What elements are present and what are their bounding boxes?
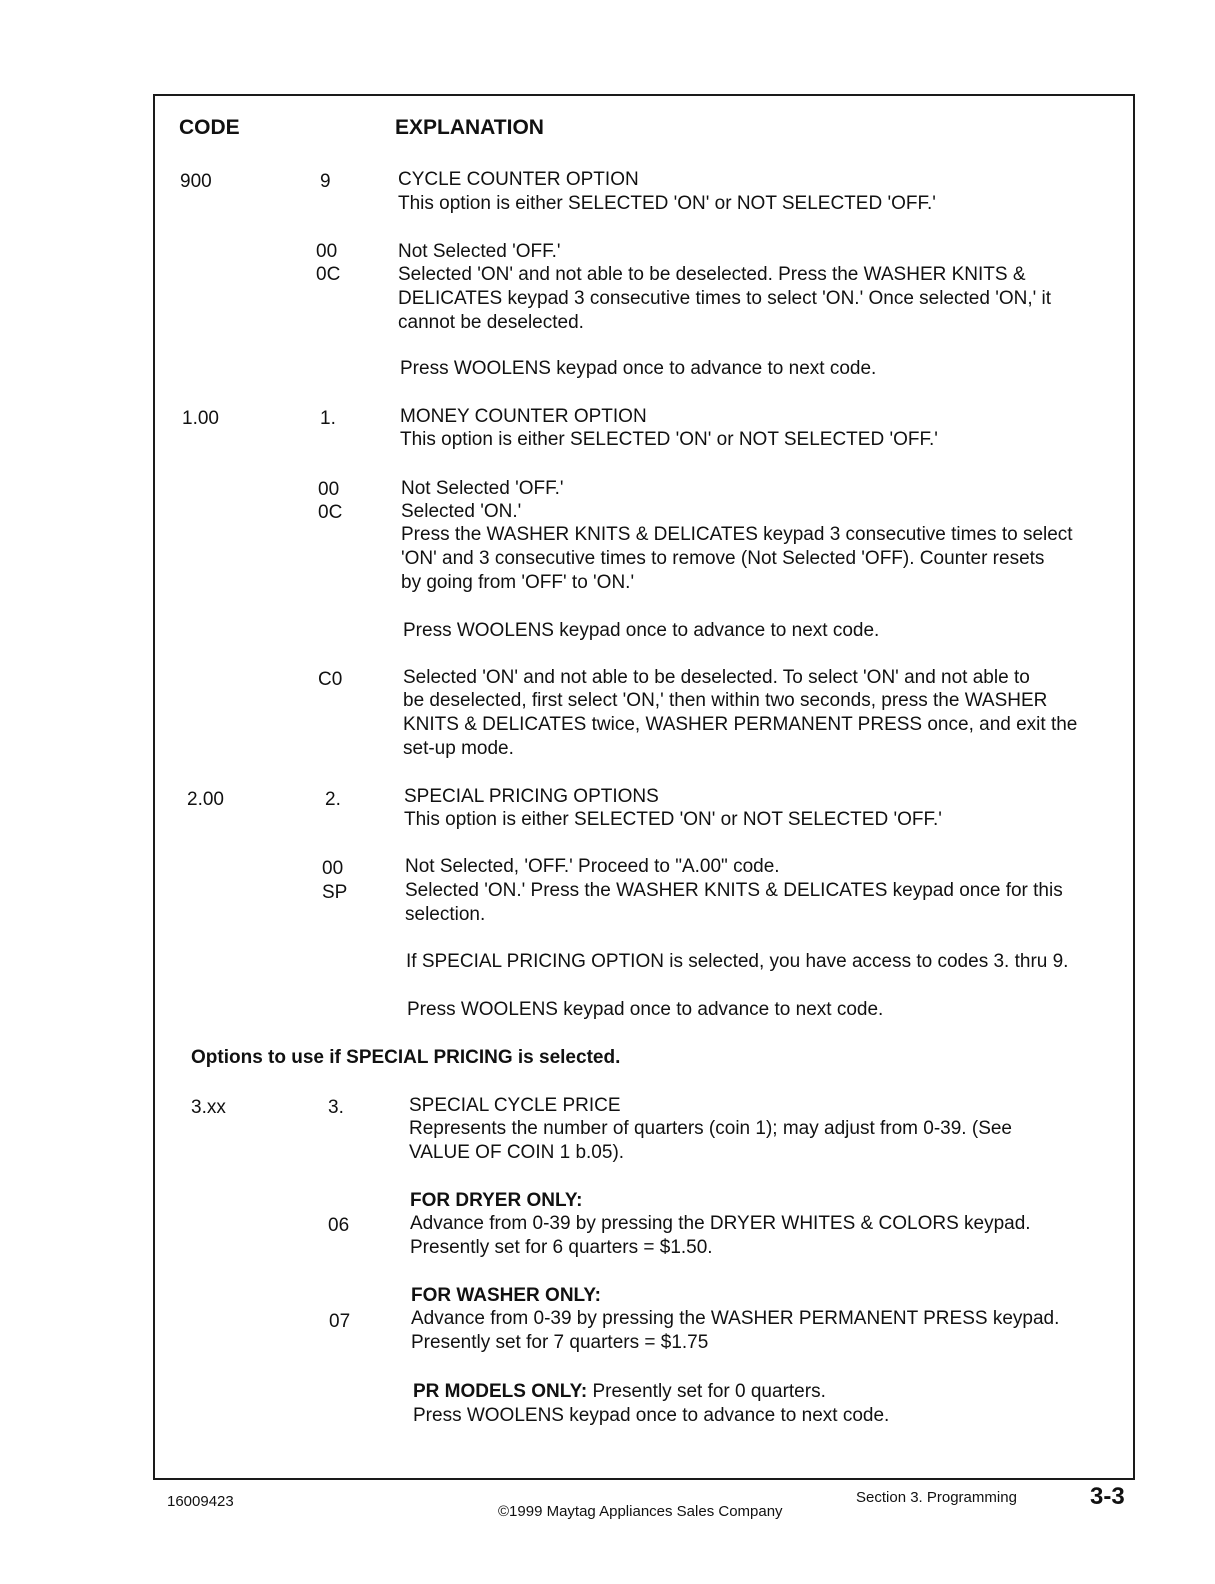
note-special-pricing: If SPECIAL PRICING OPTION is selected, you have access to codes 3. thru 9. bbox=[406, 951, 1069, 972]
code-money-counter: 1.00 bbox=[182, 408, 219, 429]
text-money-c0-line3: KNITS & DELICATES twice, WASHER PERMANENT PRESS once, and exit the bbox=[403, 714, 1078, 735]
title-money-counter: MONEY COUNTER OPTION bbox=[400, 406, 647, 427]
copyright-notice: ©1999 Maytag Appliances Sales Company bbox=[498, 1503, 783, 1520]
value-washer: 07 bbox=[329, 1311, 351, 1332]
code-column-header: CODE bbox=[179, 116, 240, 139]
value-money-c0: C0 bbox=[318, 669, 343, 690]
value-dryer: 06 bbox=[328, 1215, 350, 1236]
code-cycle-counter: 900 bbox=[180, 171, 212, 192]
page-number: 3-3 bbox=[1090, 1483, 1125, 1510]
text-money-0c-line3: 'ON' and 3 consecutive times to remove (Not Selected 'OFF). Counter resets bbox=[401, 548, 1045, 569]
code-special-pricing: 2.00 bbox=[187, 789, 224, 810]
text-cycle-00: Not Selected 'OFF.' bbox=[398, 241, 561, 262]
title-special-cycle-price: SPECIAL CYCLE PRICE bbox=[409, 1095, 621, 1116]
desc-money-counter: This option is either SELECTED 'ON' or NOT SELECTED 'OFF.' bbox=[400, 429, 938, 450]
text-cycle-0c-line2: DELICATES keypad 3 consecutive times to select 'ON.' Once selected 'ON,' it bbox=[398, 288, 1052, 309]
document-number: 16009423 bbox=[167, 1493, 234, 1510]
text-special-sp-line2: selection. bbox=[405, 904, 486, 925]
text-special-00: Not Selected, 'OFF.' Proceed to "A.00" code. bbox=[405, 856, 780, 877]
text-money-0c-line1: Selected 'ON.' bbox=[401, 501, 522, 522]
text-cycle-0c-line3: cannot be deselected. bbox=[398, 312, 584, 333]
advance-money: Press WOOLENS keypad once to advance to next code. bbox=[403, 620, 880, 641]
value-money-0c: 0C bbox=[318, 502, 343, 523]
value-cycle-00: 00 bbox=[316, 241, 338, 262]
text-money-0c-line4: by going from 'OFF' to 'ON.' bbox=[401, 572, 635, 593]
text-money-00: Not Selected 'OFF.' bbox=[401, 478, 564, 499]
text-cycle-0c-line1: Selected 'ON' and not able to be deselected. Press the WASHER KNITS & bbox=[398, 264, 1026, 285]
display-special-cycle-price: 3. bbox=[328, 1097, 344, 1118]
value-money-00: 00 bbox=[318, 479, 340, 500]
display-special-pricing: 2. bbox=[325, 789, 341, 810]
text-money-c0-line4: set-up mode. bbox=[403, 738, 514, 759]
title-cycle-counter: CYCLE COUNTER OPTION bbox=[398, 169, 639, 190]
value-special-00: 00 bbox=[322, 858, 344, 879]
text-washer-line2: Presently set for 7 quarters = $1.75 bbox=[411, 1332, 709, 1353]
dryer-only-heading: FOR DRYER ONLY: bbox=[410, 1190, 583, 1211]
value-cycle-0c: 0C bbox=[316, 264, 341, 285]
text-dryer-line2: Presently set for 6 quarters = $1.50. bbox=[410, 1237, 713, 1258]
title-special-pricing: SPECIAL PRICING OPTIONS bbox=[404, 786, 659, 807]
pr-models-text: Presently set for 0 quarters. bbox=[587, 1381, 826, 1402]
desc-special-cycle-price-line1: Represents the number of quarters (coin 1); may adjust from 0-39. (See bbox=[409, 1118, 1012, 1139]
pr-models-heading: PR MODELS ONLY: bbox=[413, 1381, 588, 1402]
display-cycle-counter: 9 bbox=[320, 171, 331, 192]
text-money-0c-line2: Press the WASHER KNITS & DELICATES keypad 3 consecutive times to select bbox=[401, 524, 1073, 545]
advance-special-cycle-price: Press WOOLENS keypad once to advance to next code. bbox=[413, 1405, 890, 1426]
text-special-sp-line1: Selected 'ON.' Press the WASHER KNITS & DELICATES keypad once for this bbox=[405, 880, 1063, 901]
explanation-column-header: EXPLANATION bbox=[395, 116, 544, 139]
display-money-counter: 1. bbox=[320, 408, 336, 429]
text-money-c0-line1: Selected 'ON' and not able to be deselected. To select 'ON' and not able to bbox=[403, 667, 1030, 688]
washer-only-heading: FOR WASHER ONLY: bbox=[411, 1285, 602, 1306]
desc-cycle-counter: This option is either SELECTED 'ON' or NOT SELECTED 'OFF.' bbox=[398, 193, 936, 214]
desc-special-cycle-price-line2: VALUE OF COIN 1 b.05). bbox=[409, 1142, 625, 1163]
advance-cycle: Press WOOLENS keypad once to advance to next code. bbox=[400, 358, 877, 379]
advance-special: Press WOOLENS keypad once to advance to next code. bbox=[407, 999, 884, 1020]
special-pricing-section-heading: Options to use if SPECIAL PRICING is selected. bbox=[191, 1047, 621, 1068]
pr-models-line bbox=[413, 1380, 826, 1404]
code-special-cycle-price: 3.xx bbox=[191, 1097, 226, 1118]
text-dryer-line1: Advance from 0-39 by pressing the DRYER WHITES & COLORS keypad. bbox=[410, 1213, 1031, 1234]
text-money-c0-line2: be deselected, first select 'ON,' then within two seconds, press the WASHER bbox=[403, 690, 1048, 711]
section-label: Section 3. Programming bbox=[856, 1489, 1017, 1506]
value-special-sp: SP bbox=[322, 882, 348, 903]
text-washer-line1: Advance from 0-39 by pressing the WASHER PERMANENT PRESS keypad. bbox=[411, 1308, 1060, 1329]
desc-special-pricing: This option is either SELECTED 'ON' or NOT SELECTED 'OFF.' bbox=[404, 809, 942, 830]
